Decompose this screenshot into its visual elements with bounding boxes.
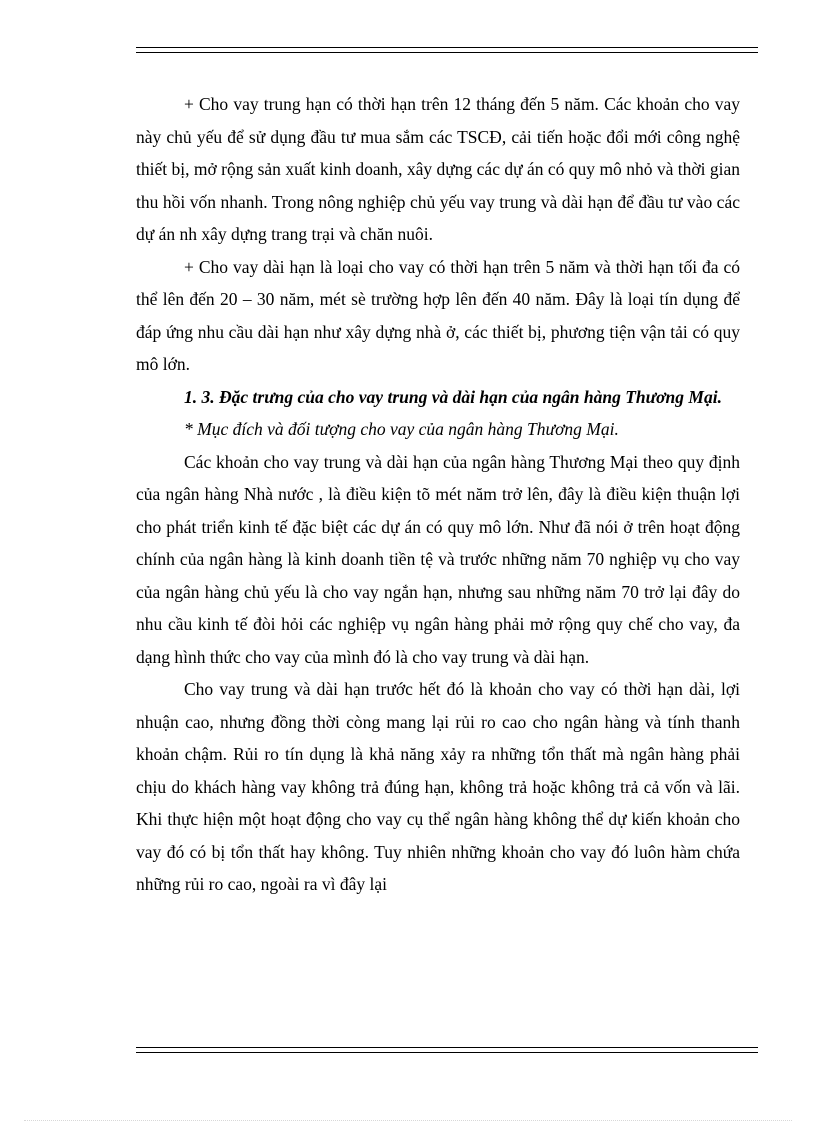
- document-body: [136, 88, 740, 901]
- header-double-rule: [136, 47, 758, 53]
- paragraph-risk: Cho vay trung và dài hạn trước hết đó là khoản cho vay có thời hạn dài, lợi nhuận cao, nhưng đồng thời còng mang lại rủi ro cao cho ngân hàng và tính thanh khoản chậm. Rủi ro tín dụng là khả năng xảy ra những tổn thất mà ngân hàng phải chịu do khách hàng vay không trả đúng hạn, không trả hoặc không trả cả vốn và lãi. Khi thực hiện một hoạt động cho vay cụ thể ngân hàng không thể dự kiến khoản cho vay đó có bị tổn thất hay không. Tuy nhiên những khoản cho vay đó luôn hàm chứa những rủi ro cao, ngoài ra vì đây lại: [136, 679, 740, 894]
- page-bottom-dotted-line: [24, 1120, 792, 1122]
- paragraph-medium-term-loans: + Cho vay trung hạn có thời hạn trên 12 tháng đến 5 năm. Các khoản cho vay này chủ yếu để sử dụng đầu tư mua sắm các TSCĐ, cải tiến hoặc đổi mới công nghệ thiết bị, mở rộng sản xuất kinh doanh, xây dựng các dự án có quy mô nhỏ và thời gian thu hồi vốn nhanh. Trong nông nghiệp chủ yếu vay trung và dài hạn để đầu tư vào các dự án nh xây dựng trang trại và chăn nuôi.: [136, 94, 740, 244]
- paragraph-long-term-loans: + Cho vay dài hạn là loại cho vay có thời hạn trên 5 năm và thời hạn tối đa có thể lên đến 20 – 30 năm, mét sè trường hợp lên đến 40 năm. Đây là loại tín dụng để đáp ứng nhu cầu dài hạn như xây dựng nhà ở, các thiết bị, phương tiện vận tải có quy mô lớn.: [136, 256, 740, 374]
- paragraph-purpose: Các khoản cho vay trung và dài hạn của ngân hàng Thương Mại theo quy định của ngân hàng Nhà nước , là điều kiện tõ mét năm trở lên, đây là điều kiện thuận lợi cho phát triển kinh tế đặc biệt các dự án có quy mô lớn. Như đã nói ở trên hoạt động chính của ngân hàng là kinh doanh tiền tệ và trước những năm 70 nghiệp vụ cho vay của ngân hàng chủ yếu là cho vay ngắn hạn, nhưng sau những năm 70 trở lại đây do nhu cầu kinh tế đòi hỏi các nghiệp vụ ngân hàng phải mở rộng quy chế cho vay, đa dạng hình thức cho vay của mình đó là cho vay trung và dài hạn.: [136, 451, 740, 667]
- section-heading: 1. 3. Đặc trưng của cho vay trung và dài hạn của ngân hàng Thương Mại.: [184, 386, 722, 407]
- footer-double-rule: [136, 1047, 758, 1053]
- section-subheading: * Mục đích và đối tượng cho vay của ngân hàng Thương Mại.: [184, 419, 619, 439]
